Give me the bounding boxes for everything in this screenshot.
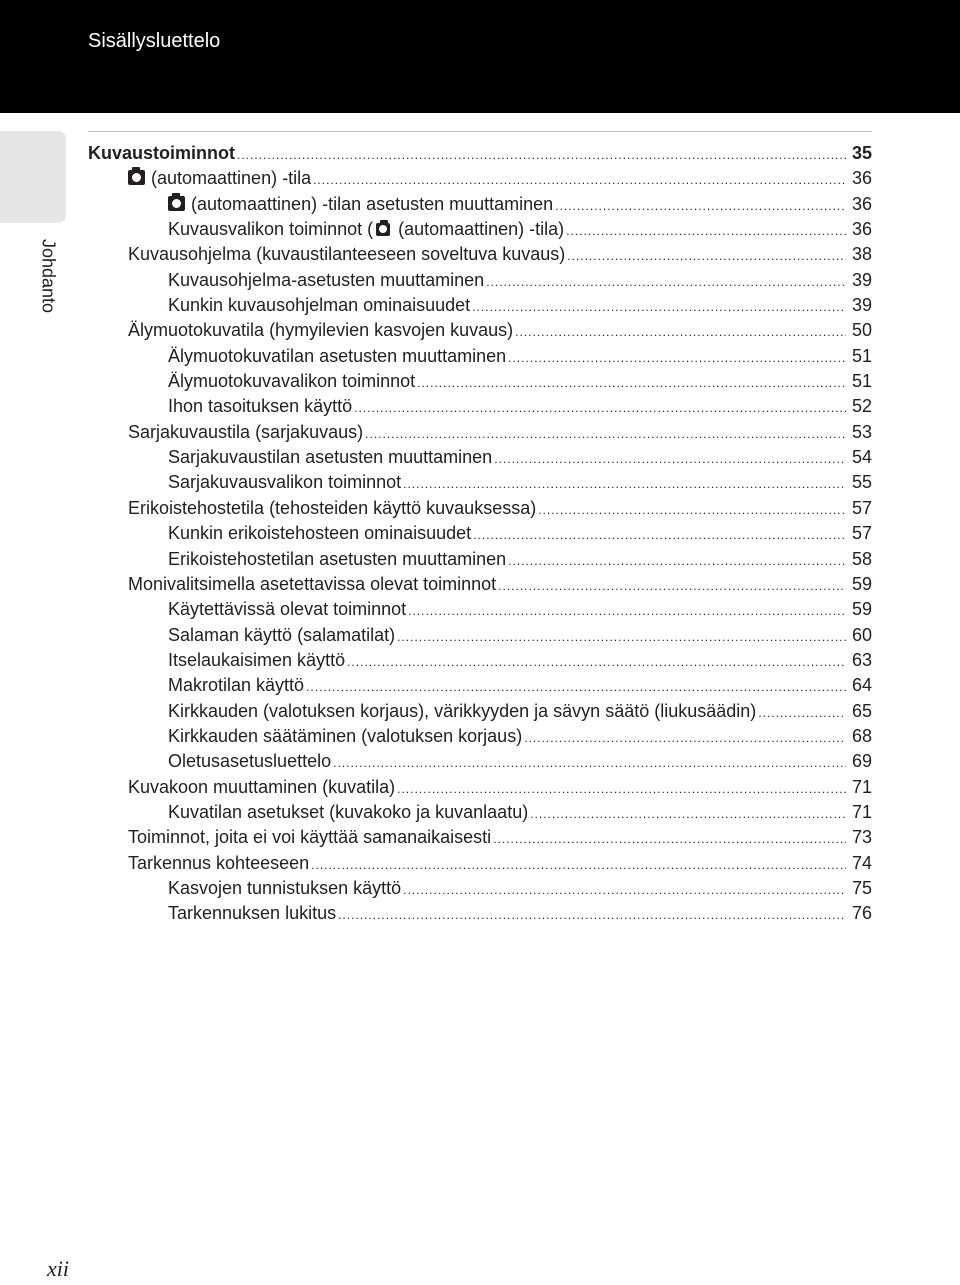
toc-page-number: 60 — [851, 624, 872, 645]
toc-entry-text: Käytettävissä olevat toiminnot — [168, 599, 407, 620]
toc-entry[interactable] — [88, 749, 872, 774]
toc-entry[interactable] — [88, 344, 872, 369]
toc-entry-text: Älymuotokuvatila (hymyilevien kasvojen kuvaus) — [128, 320, 514, 341]
dot-leader — [403, 878, 846, 903]
toc-page-number: 54 — [851, 447, 872, 468]
toc-entry-title — [168, 749, 331, 774]
toc-page-number: 53 — [851, 421, 872, 442]
toc-entry[interactable] — [88, 445, 872, 470]
camera-auto-icon — [168, 196, 185, 211]
toc-entry[interactable] — [88, 242, 872, 267]
side-tab-label: Johdanto — [38, 238, 59, 314]
toc-entry-title — [128, 166, 311, 191]
toc-entry-text: Kuvausohjelma-asetusten muuttaminen — [168, 269, 485, 290]
toc-entry-title — [168, 293, 470, 318]
dot-leader — [354, 396, 846, 421]
toc-entry-text: Oletusasetusluettelo — [168, 751, 332, 772]
toc-entry-title — [168, 901, 336, 926]
toc-page-number: 59 — [851, 599, 872, 620]
toc-entry[interactable] — [88, 597, 872, 622]
toc-page-number: 71 — [851, 801, 872, 822]
toc-page-number: 51 — [851, 345, 872, 366]
toc-entry-text: Salaman käyttö (salamatilat) — [168, 624, 396, 645]
toc-entry-text: Kirkkauden säätäminen (valotuksen korjaus) — [168, 725, 523, 746]
toc-entry[interactable] — [88, 394, 872, 419]
dot-leader — [508, 549, 846, 574]
toc-page-number: 63 — [851, 649, 872, 670]
dot-leader — [473, 523, 846, 548]
dot-leader — [397, 777, 846, 802]
toc-entry-title — [168, 547, 506, 572]
toc-entry[interactable] — [88, 192, 872, 217]
dot-leader — [365, 422, 846, 447]
toc-entry-title — [168, 724, 522, 749]
toc-entry[interactable] — [88, 141, 872, 166]
toc-entry[interactable] — [88, 318, 872, 343]
toc-page-number: 36 — [851, 193, 872, 214]
toc-entry-text: Monivalitsimella asetettavissa olevat toiminnot — [128, 573, 497, 594]
dot-leader — [493, 827, 846, 852]
toc-entry[interactable] — [88, 623, 872, 648]
toc-page-number: 76 — [851, 903, 872, 924]
toc-entry-text-suffix: (automaattinen) -tila) — [393, 219, 565, 240]
toc-entry-title — [168, 369, 415, 394]
toc-entry-text: Sarjakuvaustila (sarjakuvaus) — [128, 421, 364, 442]
dot-leader — [403, 472, 846, 497]
toc-entry[interactable] — [88, 166, 872, 191]
toc-page-number: 65 — [851, 700, 872, 721]
toc-entry-text: Älymuotokuvatilan asetusten muuttaminen — [168, 345, 507, 366]
camera-auto-icon — [128, 170, 145, 185]
toc-entry[interactable] — [88, 496, 872, 521]
toc-entry[interactable] — [88, 775, 872, 800]
toc-entry-text: Kuvausvalikon toiminnot ( — [168, 219, 374, 240]
toc-page-number: 68 — [851, 725, 872, 746]
toc-page-number: 38 — [851, 244, 872, 265]
toc-entry-text: (automaattinen) -tilan asetusten muuttaminen — [191, 193, 554, 214]
page-title: Sisällysluettelo — [88, 30, 221, 52]
camera-auto-icon — [376, 223, 390, 236]
toc-entry[interactable] — [88, 673, 872, 698]
toc-entry[interactable] — [88, 825, 872, 850]
toc-entry[interactable] — [88, 547, 872, 572]
toc-page-number: 69 — [851, 751, 872, 772]
toc-entry-title — [128, 242, 565, 267]
toc-page-number: 35 — [851, 143, 872, 163]
toc-page-number: 39 — [851, 295, 872, 316]
toc-page-number: 74 — [851, 852, 872, 873]
toc-entry-title — [128, 825, 491, 850]
toc-entry-text: Erikoistehostetila (tehosteiden käyttö kuvauksessa) — [128, 497, 537, 518]
toc-page-number: 39 — [851, 269, 872, 290]
toc-page-number: 57 — [851, 523, 872, 544]
toc-page-number: 58 — [851, 548, 872, 569]
dot-leader — [306, 675, 846, 700]
toc-entry-title — [168, 470, 401, 495]
dot-leader — [397, 625, 846, 650]
toc-entry-text: Tarkennus kohteeseen — [128, 852, 310, 873]
header-bar — [0, 0, 960, 113]
toc-entry-text: Itselaukaisimen käyttö — [168, 649, 346, 670]
toc-entry[interactable] — [88, 293, 872, 318]
toc-entry[interactable] — [88, 901, 872, 926]
toc-page-number: 71 — [851, 776, 872, 797]
toc-entry-text: Kuvausohjelma (kuvaustilanteeseen soveltuva kuvaus) — [128, 244, 566, 265]
toc-entry-title — [168, 217, 564, 242]
page-number: xii — [47, 1256, 69, 1281]
dot-leader — [758, 701, 846, 726]
toc-entry[interactable] — [88, 521, 872, 546]
toc-entry[interactable] — [88, 369, 872, 394]
toc-entry-text: Kuvaustoiminnot — [88, 143, 235, 163]
toc-entry[interactable] — [88, 800, 872, 825]
toc-page-number: 52 — [851, 396, 872, 417]
toc-entry-text: Sarjakuvausvalikon toiminnot — [168, 472, 402, 493]
dot-leader — [530, 802, 846, 827]
toc-entry-title — [168, 699, 756, 724]
toc-entry-text: Kuvakoon muuttaminen (kuvatila) — [128, 776, 396, 797]
dot-leader — [566, 219, 846, 244]
toc-entry[interactable] — [88, 876, 872, 901]
dot-leader — [347, 650, 846, 675]
toc-entry-text: Älymuotokuvavalikon toiminnot — [168, 371, 416, 392]
toc-entry-title — [168, 876, 401, 901]
toc-page-number: 36 — [851, 168, 872, 189]
toc-entry[interactable] — [88, 648, 872, 673]
dot-leader — [486, 270, 846, 295]
dot-leader — [555, 194, 846, 219]
toc-entry-text: Sarjakuvaustilan asetusten muuttaminen — [168, 447, 493, 468]
toc-entry-title — [168, 268, 484, 293]
toc-entry-title — [168, 521, 471, 546]
toc-page-number: 59 — [851, 573, 872, 594]
dot-leader — [417, 371, 846, 396]
toc-entry[interactable] — [88, 851, 872, 876]
toc-entry-text: Kirkkauden (valotuksen korjaus), värikkyyden ja sävyn säätö (liukusäädin) — [168, 700, 757, 721]
toc-entry-title — [168, 597, 406, 622]
side-tab-marker — [0, 131, 66, 223]
toc-entry-title — [88, 141, 235, 166]
toc-entry-text: Kunkin kuvausohjelman ominaisuudet — [168, 295, 471, 316]
dot-leader — [408, 599, 846, 624]
toc-entry-title — [168, 344, 506, 369]
toc-entry-text: Kuvatilan asetukset (kuvakoko ja kuvanlaatu) — [168, 801, 529, 822]
toc-page-number: 57 — [851, 497, 872, 518]
toc-entry-text: Kunkin erikoistehosteen ominaisuudet — [168, 523, 472, 544]
toc-page-number: 51 — [851, 371, 872, 392]
toc-entry-title — [168, 800, 528, 825]
dot-leader — [538, 498, 846, 523]
toc-page-number: 55 — [851, 472, 872, 493]
dot-leader — [338, 903, 846, 928]
toc-entry-text: Erikoistehostetilan asetusten muuttaminen — [168, 548, 507, 569]
dot-leader — [313, 168, 846, 193]
toc-entry-title — [128, 572, 496, 597]
dot-leader — [333, 751, 846, 776]
toc-entry-title — [128, 318, 513, 343]
toc-entry-title — [168, 192, 553, 217]
toc-page-number: 50 — [851, 320, 872, 341]
dot-leader — [311, 853, 846, 878]
toc-page-number: 73 — [851, 827, 872, 848]
toc-entry-title — [128, 496, 536, 521]
toc-entry-title — [168, 394, 352, 419]
toc-page-number: 36 — [851, 219, 872, 240]
toc-entry[interactable] — [88, 724, 872, 749]
toc-entry-title — [168, 648, 345, 673]
toc-entry-text: Kasvojen tunnistuksen käyttö — [168, 877, 402, 898]
toc-entry-text: Makrotilan käyttö — [168, 675, 305, 696]
dot-leader — [472, 295, 846, 320]
toc-entry[interactable] — [88, 699, 872, 724]
toc-entry-title — [128, 775, 395, 800]
toc-entry[interactable] — [88, 268, 872, 293]
toc-entry[interactable] — [88, 217, 872, 242]
table-of-contents — [88, 141, 872, 927]
toc-page-number: 75 — [851, 877, 872, 898]
toc-page-number: 64 — [851, 675, 872, 696]
toc-entry-text: Toiminnot, joita ei voi käyttää samanaikaisesti — [128, 827, 492, 848]
toc-entry[interactable] — [88, 470, 872, 495]
toc-entry-text: Tarkennuksen lukitus — [168, 903, 337, 924]
toc-entry[interactable] — [88, 572, 872, 597]
toc-entry-text: Ihon tasoituksen käyttö — [168, 396, 353, 417]
dot-leader — [508, 346, 846, 371]
top-divider — [88, 131, 872, 132]
toc-entry-title — [128, 851, 309, 876]
dot-leader — [524, 726, 846, 751]
toc-entry-text: (automaattinen) -tila — [151, 168, 312, 189]
dot-leader — [494, 447, 846, 472]
toc-entry-title — [168, 623, 395, 648]
dot-leader — [567, 244, 846, 269]
toc-entry-title — [128, 420, 363, 445]
dot-leader — [498, 574, 846, 599]
toc-entry-title — [168, 673, 304, 698]
toc-entry[interactable] — [88, 420, 872, 445]
dot-leader — [237, 143, 846, 168]
toc-entry-title — [168, 445, 492, 470]
dot-leader — [515, 320, 846, 345]
